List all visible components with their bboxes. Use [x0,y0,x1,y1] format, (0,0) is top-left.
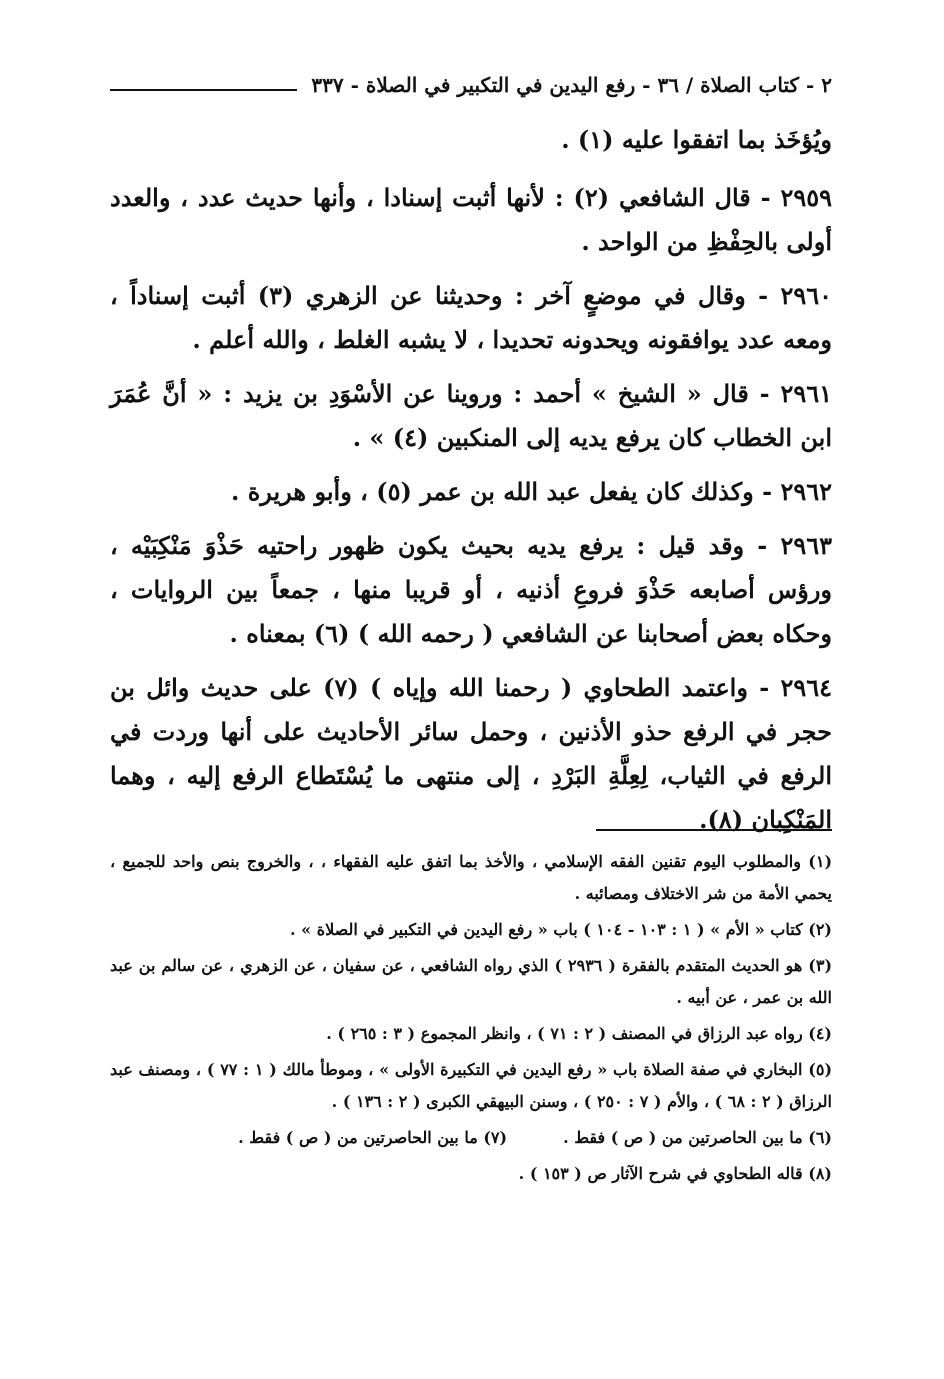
footnote-6: (٦) ما بين الحاصرتين من ( ص ) فقط . [563,1128,832,1147]
header-rule [110,89,297,91]
paragraph-2960: ٢٩٦٠ - وقال في موضعٍ آخر : وحديثنا عن الزهري (٣) أثبت إسناداً ، ومعه عدد يوافقونه ويحدونه تحديدا ، لا يشبه الغلط ، والله أعلم . [110,281,833,354]
paragraph: ويُؤخَذ بما اتفقوا عليه (١) . [561,125,832,154]
footnote-5: (٥) البخاري في صفة الصلاة باب « رفع اليدين في التكبيرة الأولى » ، وموطأ مالك ( ١ : ٧٧ ) ، ومصنف عبد الرزاق ( ٢ : ٦٨ ) ، والأم ( ٧ : ٢٥٠ ) ، وسنن البيهقي الكبرى ( ٢ : ١٣٦ ) . [110,1060,833,1111]
footnote-3: (٣) هو الحديث المتقدم بالفقرة ( ٢٩٣٦ ) الذي رواه الشافعي ، عن سفيان ، عن الزهري ، عن سالم بن عبد الله بن عمر ، عن أبيه . [110,956,833,1007]
footnote-2: (٢) كتاب « الأم » ( ١ : ١٠٣ - ١٠٤ ) باب « رفع اليدين في التكبير في الصلاة » . [289,920,832,939]
paragraph-2962: ٢٩٦٢ - وكذلك كان يفعل عبد الله بن عمر (٥) ، وأبو هريرة . [230,477,832,506]
footnote-1: (١) والمطلوب اليوم تقنين الفقه الإسلامي ، والأخذ بما اتفق عليه الفقهاء ، ، والخروج بنص واحد للجميع ، يحمي الأمة من شر الاختلاف ومصائبه . [110,852,833,903]
footnotes [110,846,832,1194]
footnote-7: (٧) ما بين الحاصرتين من ( ص ) فقط . [238,1128,508,1147]
paragraph-2963: ٢٩٦٣ - وقد قيل : يرفع يديه بحيث يكون ظهور راحتيه حَذْوَ مَنْكِبَيْه ، ورؤس أصابعه حَذْوَ فروعِ أذنيه ، أو قريبا منها ، جمعاً بين الروايات ، وحكاه بعض أصحابنا عن الشافعي ( رحمه الله ) (٦) بمعناه . [110,531,832,648]
running-title: ٢ - كتاب الصلاة / ٣٦ - رفع اليدين في التكبير في الصلاة - ٣٣٧ [311,73,832,97]
running-header [110,70,832,100]
paragraph-2961: ٢٩٦١ - قال « الشيخ » أحمد : وروينا عن الأسْوَدِ بن يزيد : « أنَّ عُمَرَ ابن الخطاب كان يرفع يديه إلى المنكبين (٤) » . [110,379,832,452]
footnote-pair [110,1122,832,1154]
footnote-4: (٤) رواه عبد الرزاق في المصنف ( ٢ : ٧١ ) ، وانظر المجموع ( ٣ : ٢٦٥ ) . [326,1024,832,1043]
paragraph-2959: ٢٩٥٩ - قال الشافعي (٢) : لأنها أثبت إسنادا ، وأنها حديث عدد ، والعدد أولى بالحِفْظِ من الواحد . [110,183,832,256]
main-text [110,118,832,852]
footnote-8: (٨) قاله الطحاوي في شرح الآثار ص ( ١٥٣ ) . [518,1164,832,1183]
paragraph-2964: ٢٩٦٤ - واعتمد الطحاوي ( رحمنا الله وإياه ) (٧) على حديث وائل بن حجر في الرفع حذو الأذنين ، وحمل سائر الأحاديث على أنها وردت في الرفع في الثياب، لِعِلَّةِ البَرْدِ ، إلى منتهى ما يُسْتَطاع الرفع إليه ، وهما المَنْكِبان (٨). [110,673,832,834]
footnote-separator [596,829,832,831]
